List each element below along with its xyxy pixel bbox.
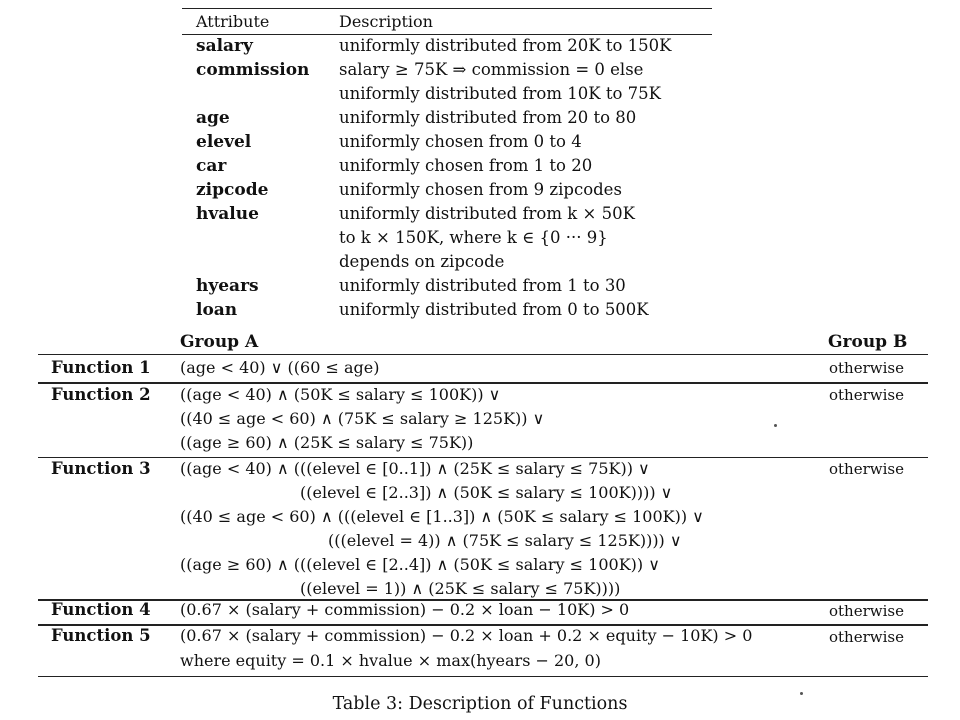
group-b-header: Group B — [828, 332, 908, 352]
function-3-expr-3: ((40 ≤ age < 60) ∧ (((elevel ∈ [1..3]) ∧ (50K ≤ salary ≤ 100K)) ∨ — [180, 507, 704, 526]
function-table — [38, 330, 928, 680]
table-bottom-rule — [38, 676, 928, 677]
table-top-rule — [182, 8, 712, 9]
attr-hyears: hyears — [196, 276, 259, 296]
desc-age: uniformly distributed from 20 to 80 — [339, 108, 637, 127]
attr-age: age — [196, 108, 230, 128]
scan-speck — [800, 692, 803, 695]
function-3-label: Function 3 — [51, 459, 151, 478]
row-rule — [38, 382, 928, 384]
desc-salary: uniformly distributed from 20K to 150K — [339, 36, 672, 55]
group-a-header: Group A — [180, 332, 259, 352]
function-3-expr-2: ((elevel ∈ [2..3]) ∧ (50K ≤ salary ≤ 100K)))) ∨ — [300, 483, 673, 502]
function-3-expr-6: ((elevel = 1)) ∧ (25K ≤ salary ≤ 75K)))) — [300, 579, 621, 598]
desc-commission-2: uniformly distributed from 10K to 75K — [339, 84, 661, 103]
function-5-group-b: otherwise — [829, 628, 904, 646]
function-5-label: Function 5 — [51, 626, 151, 645]
function-2-group-b: otherwise — [829, 386, 904, 404]
desc-elevel: uniformly chosen from 0 to 4 — [339, 132, 582, 151]
attr-elevel: elevel — [196, 132, 252, 152]
scan-speck — [774, 424, 777, 427]
desc-zipcode: uniformly chosen from 9 zipcodes — [339, 180, 622, 199]
row-rule — [38, 457, 928, 458]
attr-zipcode: zipcode — [196, 180, 269, 200]
desc-loan: uniformly distributed from 0 to 500K — [339, 300, 649, 319]
function-2-label: Function 2 — [51, 385, 151, 404]
function-2-expr-2: ((40 ≤ age < 60) ∧ (75K ≤ salary ≥ 125K)) ∨ — [180, 409, 545, 428]
function-1-group-b: otherwise — [829, 359, 904, 377]
attribute-header: Attribute — [196, 12, 270, 31]
header-rule — [38, 354, 928, 355]
desc-hvalue-2: to k × 150K, where k ∈ {0 ··· 9} — [339, 228, 608, 247]
function-4-label: Function 4 — [51, 600, 151, 619]
desc-car: uniformly chosen from 1 to 20 — [339, 156, 593, 175]
function-4-expr: (0.67 × (salary + commission) − 0.2 × loan − 10K) > 0 — [180, 600, 630, 619]
attr-commission: commission — [196, 60, 310, 80]
function-5-expr-2: where equity = 0.1 × hvalue × max(hyears − 20, 0) — [180, 651, 601, 670]
header-rule — [182, 34, 712, 35]
table-caption: Table 3: Description of Functions — [332, 694, 628, 714]
function-3-expr-5: ((age ≥ 60) ∧ (((elevel ∈ [2..4]) ∧ (50K ≤ salary ≤ 100K)) ∨ — [180, 555, 660, 574]
desc-hvalue-1: uniformly distributed from k × 50K — [339, 204, 635, 223]
function-1-expr: (age < 40) ∨ ((60 ≤ age) — [180, 358, 380, 377]
attr-hvalue: hvalue — [196, 204, 259, 224]
function-1-label: Function 1 — [51, 358, 151, 377]
attr-loan: loan — [196, 300, 238, 320]
function-2-expr-1: ((age < 40) ∧ (50K ≤ salary ≤ 100K)) ∨ — [180, 385, 501, 404]
description-header: Description — [339, 12, 433, 31]
attr-salary: salary — [196, 36, 253, 56]
function-2-expr-3: ((age ≥ 60) ∧ (25K ≤ salary ≤ 75K)) — [180, 433, 474, 452]
desc-hyears: uniformly distributed from 1 to 30 — [339, 276, 626, 295]
desc-commission-1: salary ≥ 75K ⇒ commission = 0 else — [339, 60, 644, 79]
function-3-group-b: otherwise — [829, 460, 904, 478]
function-5-expr-1: (0.67 × (salary + commission) − 0.2 × loan + 0.2 × equity − 10K) > 0 — [180, 626, 753, 645]
function-3-expr-1: ((age < 40) ∧ (((elevel ∈ [0..1]) ∧ (25K ≤ salary ≤ 75K)) ∨ — [180, 459, 650, 478]
function-4-group-b: otherwise — [829, 602, 904, 620]
attr-car: car — [196, 156, 227, 176]
desc-hvalue-3: depends on zipcode — [339, 252, 505, 271]
function-3-expr-4: (((elevel = 4)) ∧ (75K ≤ salary ≤ 125K)))) ∨ — [328, 531, 682, 550]
